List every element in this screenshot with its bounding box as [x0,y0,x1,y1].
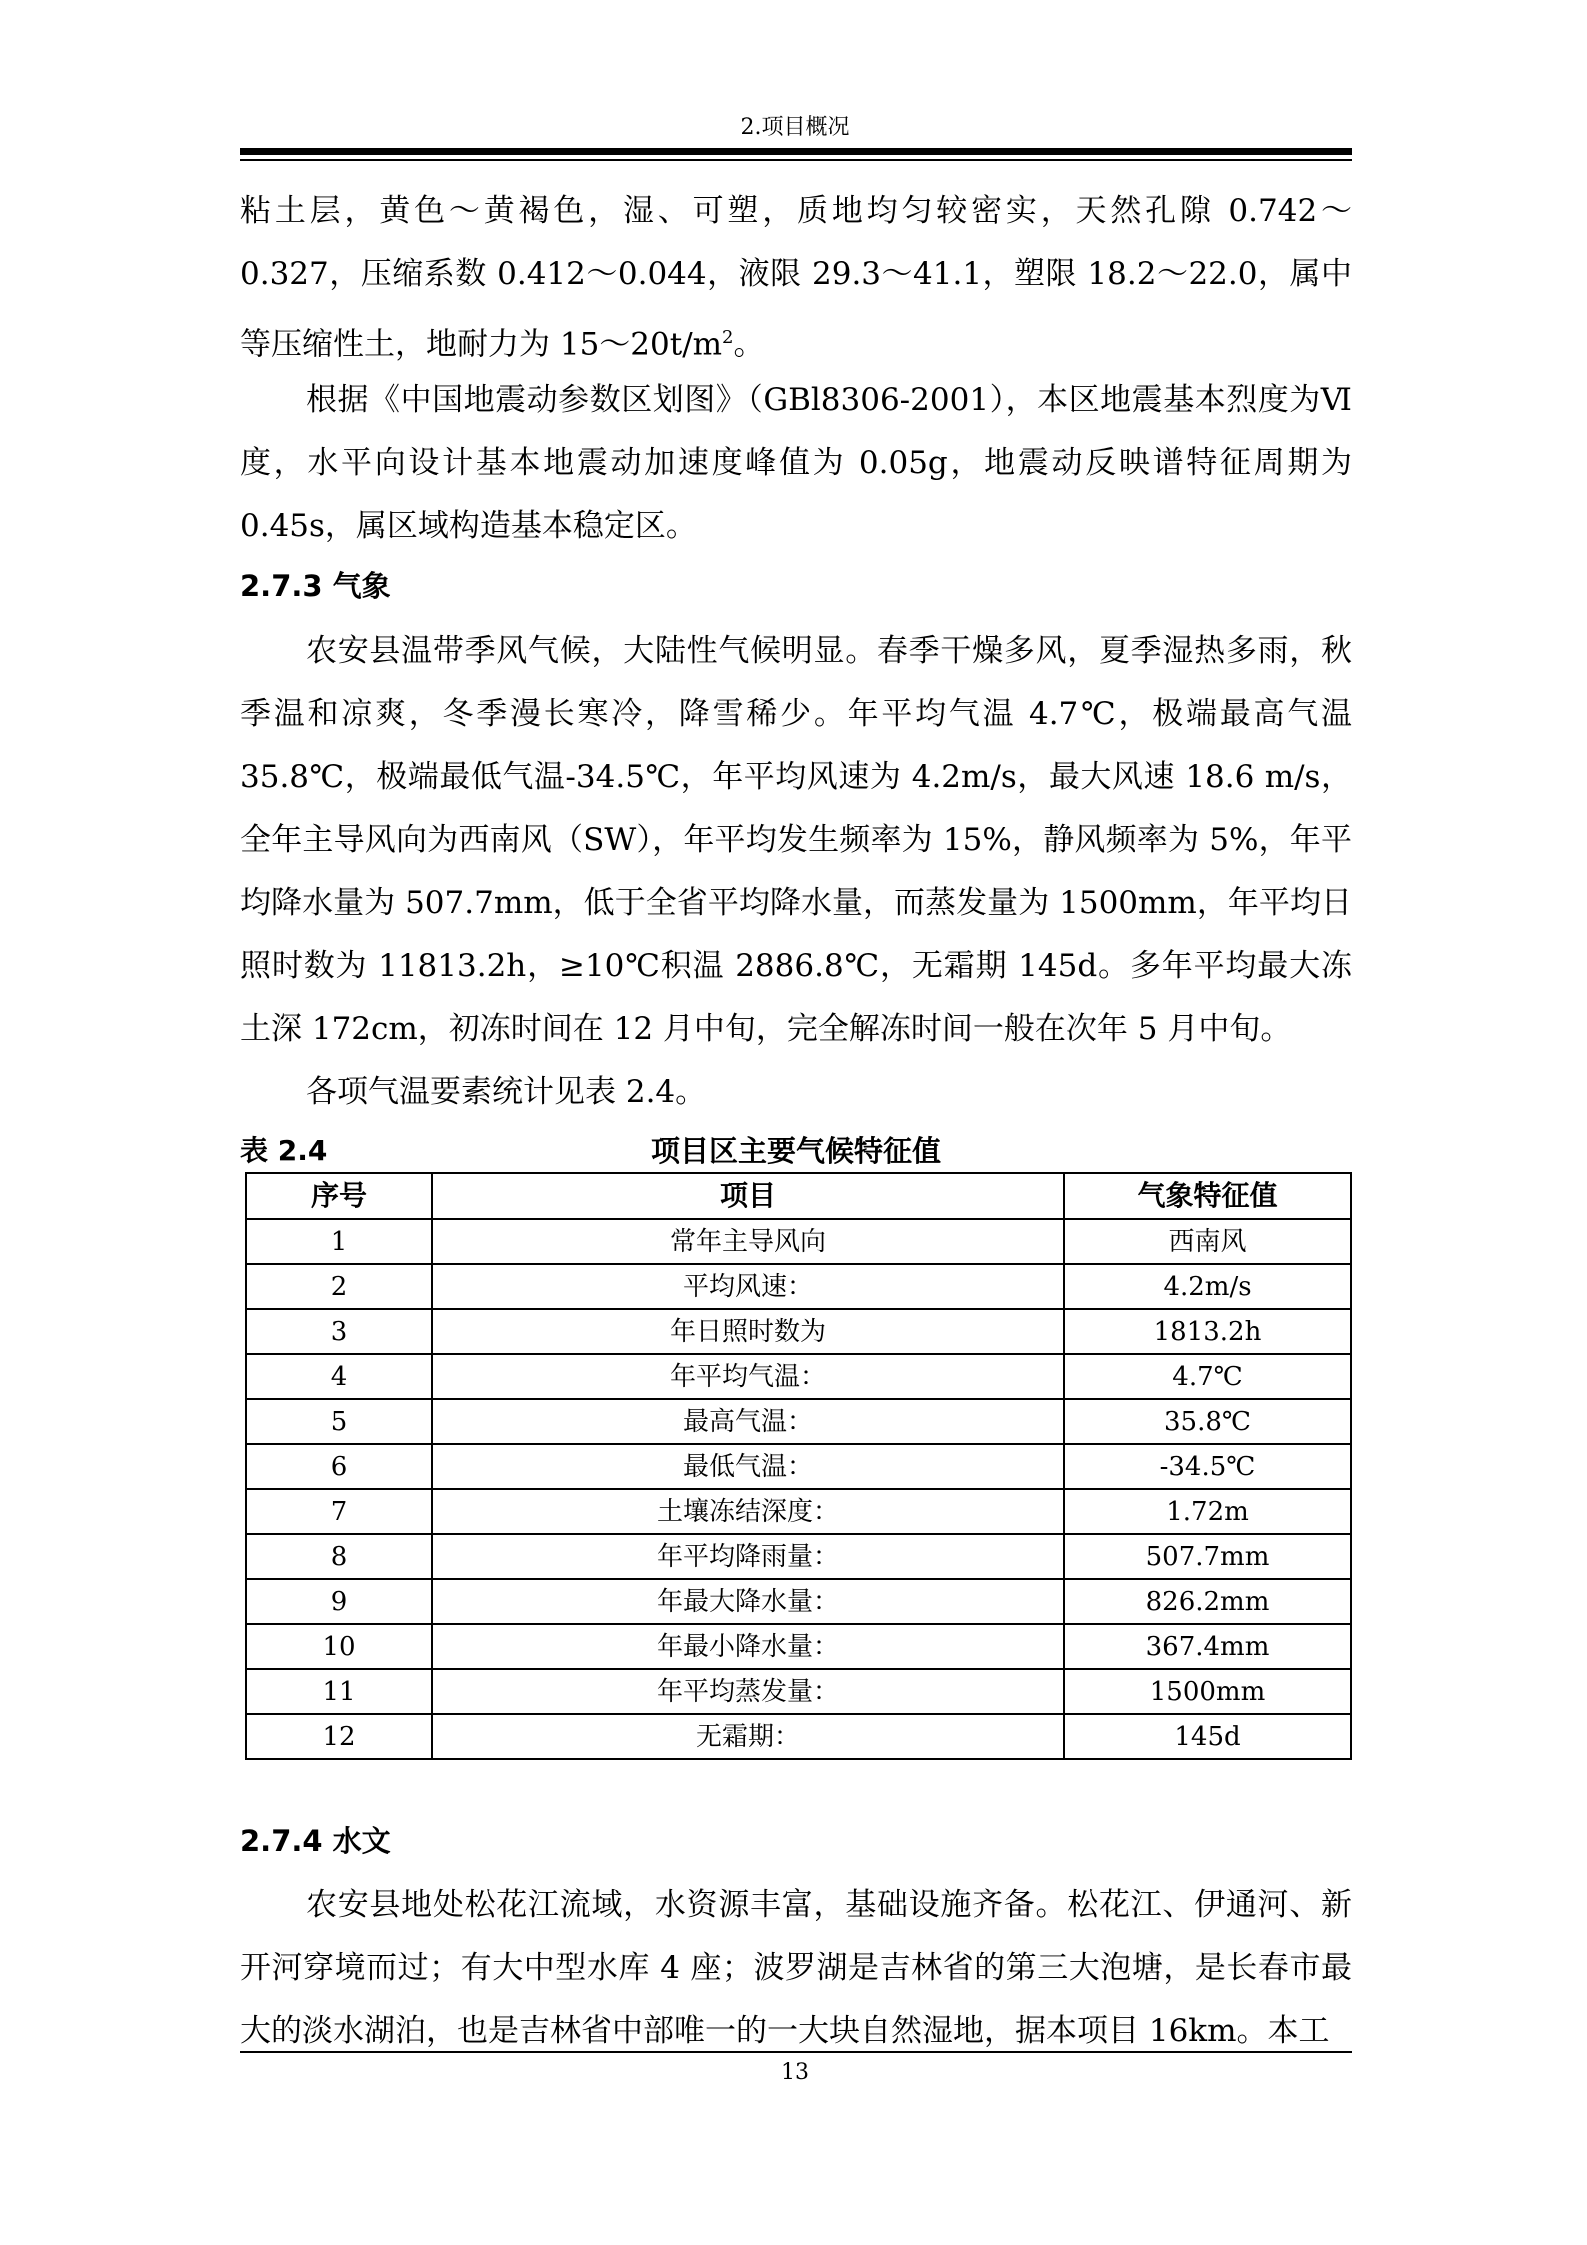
cell-value: 1813.2h [1064,1309,1351,1354]
paragraph-hydrology: 农安县地处松花江流域，水资源丰富，基础设施齐备。松花江、伊通河、新开河穿境而过；有大中型水库 4 座；波罗湖是吉林省的第三大泡塘，是长春市最大的淡水湖泊，也是吉林省中部唯一的一大块自然湿地，据本项目 16km。本工 [240,1887,1352,2049]
table-row [246,1354,1351,1399]
cell-value: 507.7mm [1064,1534,1351,1579]
cell-value: 826.2mm [1064,1579,1351,1624]
cell-item: 年平均气温： [432,1354,1064,1399]
cell-index: 11 [246,1669,432,1714]
table-row [246,1714,1351,1759]
cell-index: 2 [246,1264,432,1309]
table-row [246,1489,1351,1534]
cell-value: 1.72m [1064,1489,1351,1534]
table-header-row [246,1173,1351,1219]
cell-index: 4 [246,1354,432,1399]
table-row [246,1399,1351,1444]
running-header: 2.项目概况 [740,115,850,140]
paragraph-table-ref: 各项气温要素统计见表 2.4。 [306,1074,707,1110]
cell-index: 9 [246,1579,432,1624]
cell-index: 5 [246,1399,432,1444]
cell-index: 6 [246,1444,432,1489]
cell-value: 4.2m/s [1064,1264,1351,1309]
cell-index: 3 [246,1309,432,1354]
header-rule-thick [240,148,1352,155]
cell-index: 10 [246,1624,432,1669]
section-heading-climate: 2.7.3 气象 [240,569,391,603]
cell-item: 年最小降水量： [432,1624,1064,1669]
header-cell-index: 序号 [246,1173,432,1219]
paragraph-soil-text: 粘土层，黄色～黄褐色，湿、可塑，质地均匀较密实，天然孔隙 0.742～0.327，压缩系数 0.412～0.044，液限 29.3～41.1，塑限 18.2～22.0，属中等压缩性土，地耐力为 15～20t/m [240,193,1352,363]
paragraph-climate: 农安县温带季风气候，大陆性气候明显。春季干燥多风，夏季湿热多雨，秋季温和凉爽，冬季漫长寒冷，降雪稀少。年平均气温 4.7℃，极端最高气温 35.8℃，极端最低气温-34.5℃，年平均风速为 4.2m/s，最大风速 18.6 m/s，全年主导风向为西南风（SW），年平均发生频率为 15%，静风频率为 5%，年平均降水量为 507.7mm，低于全省平均降水量，而蒸发量为 1500mm，年平均日照时数为 11813.2h，≥10℃积温 2886.8℃，无霜期 145d。多年平均最大冻土深 172cm，初冻时间在 12 月中旬，完全解冻时间一般在次年 5 月中旬。 [240,633,1352,1047]
header-cell-value: 气象特征值 [1064,1173,1351,1219]
cell-item: 最低气温： [432,1444,1064,1489]
table-row [246,1624,1351,1669]
cell-item: 平均风速： [432,1264,1064,1309]
table-row [246,1534,1351,1579]
header-cell-item: 项目 [432,1173,1064,1219]
cell-item: 年平均蒸发量： [432,1669,1064,1714]
cell-item: 常年主导风向 [432,1219,1064,1264]
cell-item: 年日照时数为 [432,1309,1064,1354]
header-rule-thin [240,159,1352,161]
page-number: 13 [781,2060,809,2085]
cell-item: 年平均降雨量： [432,1534,1064,1579]
cell-item: 无霜期： [432,1714,1064,1759]
footer-rule [240,2051,1352,2053]
cell-index: 7 [246,1489,432,1534]
cell-index: 1 [246,1219,432,1264]
cell-item: 年最大降水量： [432,1579,1064,1624]
superscript-two: 2 [722,327,734,348]
table-row [246,1579,1351,1624]
table-row [246,1264,1351,1309]
climate-table [245,1172,1352,1760]
cell-index: 12 [246,1714,432,1759]
table-row [246,1444,1351,1489]
table-row [246,1669,1351,1714]
table-row [246,1219,1351,1264]
cell-value: 西南风 [1064,1219,1351,1264]
cell-value: 4.7℃ [1064,1354,1351,1399]
paragraph-soil [240,180,1352,376]
cell-index: 8 [246,1534,432,1579]
paragraph-seismic: 根据《中国地震动参数区划图》（GBl8306-2001），本区地震基本烈度为Ⅵ度，水平向设计基本地震动加速度峰值为 0.05g，地震动反映谱特征周期为 0.45s，属区域构造基本稳定区。 [240,382,1352,544]
cell-item: 最高气温： [432,1399,1064,1444]
table-title: 项目区主要气候特征值 [650,1134,941,1168]
cell-value: 145d [1064,1714,1351,1759]
cell-item: 土壤冻结深度： [432,1489,1064,1534]
paragraph-soil-end: 。 [733,326,765,363]
table-row [246,1309,1351,1354]
cell-value: -34.5℃ [1064,1444,1351,1489]
cell-value: 1500mm [1064,1669,1351,1714]
cell-value: 35.8℃ [1064,1399,1351,1444]
section-heading-hydrology: 2.7.4 水文 [240,1824,391,1858]
table-number: 表 2.4 [240,1134,328,1167]
cell-value: 367.4mm [1064,1624,1351,1669]
